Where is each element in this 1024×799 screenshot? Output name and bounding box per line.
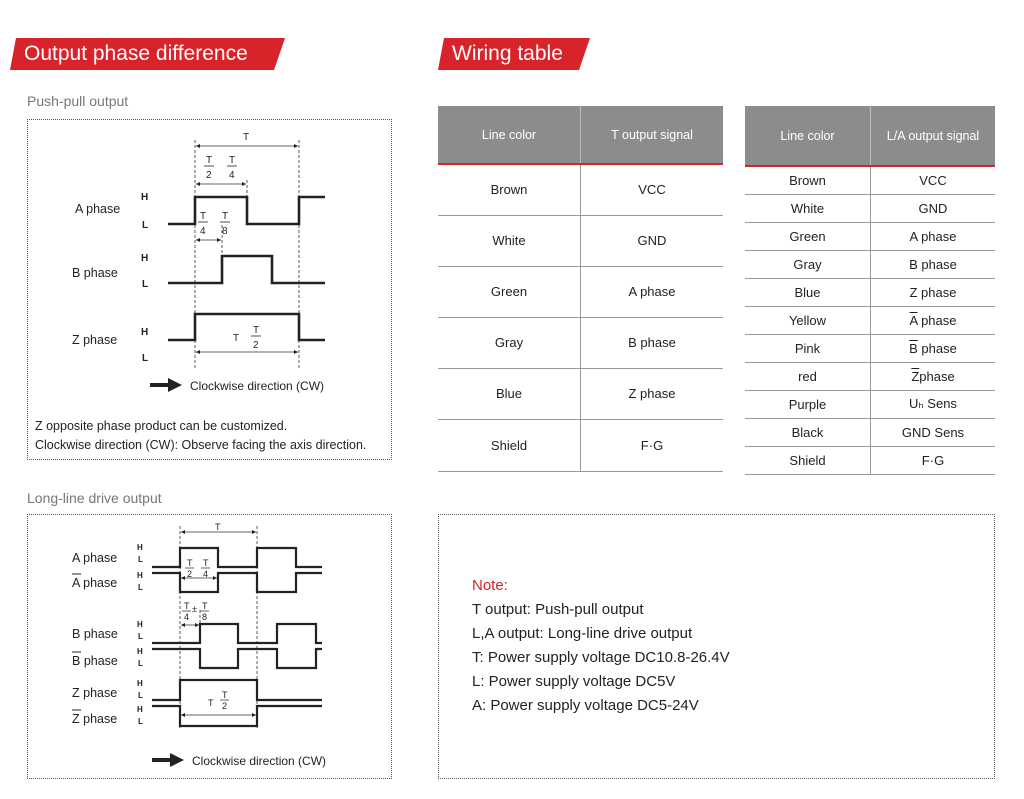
cell: Shield <box>745 446 871 474</box>
shift-b-den: 8 <box>202 612 208 622</box>
cell: Brown <box>745 166 871 194</box>
push-pull-subtitle: Push-pull output <box>27 93 129 109</box>
cell: $\overline{Z}phase$ <box>871 362 996 390</box>
note-line: A: Power supply voltage DC5-24V <box>472 697 699 714</box>
table-row <box>438 215 723 266</box>
z-inverted-waveform <box>152 706 322 726</box>
z-phase-waveform <box>152 680 322 700</box>
note-direction: Clockwise direction (CW): Observe facing the axis direction. <box>35 438 367 452</box>
cell: Blue <box>438 368 581 419</box>
cell: $\overline{A}$ phase <box>871 306 996 334</box>
cell: Black <box>745 418 871 446</box>
cell: Z phase <box>581 368 724 419</box>
a-inverted-label: A phase <box>72 576 118 590</box>
note-line: L: Power supply voltage DC5V <box>472 673 676 690</box>
table-row <box>745 222 995 250</box>
note-box <box>438 514 995 779</box>
z-phase-label: Z phase <box>72 333 118 347</box>
table-row <box>438 266 723 317</box>
cell: VCC <box>581 164 724 215</box>
table-row <box>438 164 723 215</box>
note-line: T output: Push-pull output <box>472 601 644 618</box>
cell: F·G <box>871 446 996 474</box>
banner-title: Wiring table <box>452 42 563 65</box>
z-high-label: H <box>141 327 149 338</box>
note-line: L,A output: Long-line drive output <box>472 625 693 642</box>
shift-a-den: 4 <box>184 612 190 622</box>
t-header-signal: T output signal <box>581 106 724 164</box>
cell: White <box>438 215 581 266</box>
note-line: T: Power supply voltage DC10.8-26.4V <box>472 649 730 666</box>
a-high: H <box>137 543 143 552</box>
cell: Green <box>438 266 581 317</box>
cw-direction-label: Clockwise direction (CW) <box>192 754 327 768</box>
banner-title: Output phase difference <box>24 42 248 65</box>
cell: GND <box>871 194 996 222</box>
shift-eighth-den: 8 <box>222 226 228 237</box>
z-width-pre: T <box>208 698 214 708</box>
b-inverted-label: B phase <box>72 654 118 668</box>
note-customize: Z opposite phase product can be customized. <box>35 419 288 433</box>
table-row <box>745 362 995 390</box>
shift-a-num: T <box>184 601 190 611</box>
ai-low: L <box>138 583 143 592</box>
cell: Blue <box>745 278 871 306</box>
table-row <box>745 446 995 474</box>
zi-high: H <box>137 705 143 714</box>
cell: GND <box>581 215 724 266</box>
shift-sep: ± <box>192 604 197 614</box>
quarter-num: T <box>203 558 209 568</box>
quarter-den: 4 <box>203 569 209 579</box>
b-phase-waveform <box>152 624 322 643</box>
t-header-color: Line color <box>438 106 581 164</box>
table-row <box>745 418 995 446</box>
cell: Uₕ Sens <box>871 390 996 418</box>
cell: Gray <box>438 317 581 368</box>
a-inverted-waveform <box>152 573 322 592</box>
period-label: T <box>215 522 221 532</box>
cell: red <box>745 362 871 390</box>
z-width-den: 2 <box>253 340 259 351</box>
cell: Purple <box>745 390 871 418</box>
cell: White <box>745 194 871 222</box>
table-row <box>745 390 995 418</box>
t-output-table <box>438 106 723 472</box>
cell: GND Sens <box>871 418 996 446</box>
cw-arrow-icon <box>152 753 184 767</box>
table-row <box>438 419 723 471</box>
la-header-color: Line color <box>745 106 871 166</box>
a-high-label: H <box>141 192 149 203</box>
cell: VCC <box>871 166 996 194</box>
z-low: L <box>138 691 143 700</box>
z-width-den: 2 <box>222 701 228 711</box>
table-row <box>745 166 995 194</box>
cell: A phase <box>581 266 724 317</box>
shift-quarter-den: 4 <box>200 226 206 237</box>
table-row <box>745 194 995 222</box>
cell: Gray <box>745 250 871 278</box>
cell: Pink <box>745 334 871 362</box>
b-low: L <box>138 632 143 641</box>
a-phase-label: A phase <box>72 551 118 565</box>
table-row <box>438 317 723 368</box>
cell: Z phase <box>871 278 996 306</box>
z-width-pre: T <box>233 333 240 344</box>
a-low: L <box>138 555 143 564</box>
a-low-label: L <box>142 220 149 231</box>
table-row <box>745 306 995 334</box>
z-width-num: T <box>253 325 260 336</box>
cw-direction-label: Clockwise direction (CW) <box>190 379 325 393</box>
b-low-label: L <box>142 279 149 290</box>
cell: Yellow <box>745 306 871 334</box>
half-den: 2 <box>206 170 212 181</box>
cell: F·G <box>581 419 724 471</box>
shift-eighth-num: T <box>222 211 229 222</box>
z-width-num: T <box>222 690 228 700</box>
b-phase-label: B phase <box>72 627 118 641</box>
table-row <box>745 334 995 362</box>
note-title: Note: <box>472 577 508 594</box>
shift-b-num: T <box>202 601 208 611</box>
a-phase-label: A phase <box>75 202 121 216</box>
cell: Brown <box>438 164 581 215</box>
bi-high: H <box>137 647 143 656</box>
z-high: H <box>137 679 143 688</box>
half-den: 2 <box>187 569 193 579</box>
la-header-signal: L/A output signal <box>871 106 996 166</box>
table-row <box>745 250 995 278</box>
zi-low: L <box>138 717 143 726</box>
z-inverted-label: Z phase <box>72 712 118 726</box>
cell: B phase <box>581 317 724 368</box>
a-phase-waveform <box>152 548 322 567</box>
period-label: T <box>243 132 250 143</box>
table-row <box>745 278 995 306</box>
cell: $\overline{B}$ phase <box>871 334 996 362</box>
cell: Green <box>745 222 871 250</box>
long-line-subtitle: Long-line drive output <box>27 490 162 506</box>
la-output-table <box>745 106 995 475</box>
b-inverted-waveform <box>152 649 322 668</box>
quarter-den: 4 <box>229 170 235 181</box>
half-num: T <box>206 155 213 166</box>
quarter-num: T <box>229 155 236 166</box>
cell: B phase <box>871 250 996 278</box>
half-num: T <box>187 558 193 568</box>
cell: A phase <box>871 222 996 250</box>
bi-low: L <box>138 659 143 668</box>
cell: Shield <box>438 419 581 471</box>
table-row <box>438 368 723 419</box>
z-low-label: L <box>142 353 149 364</box>
b-high-label: H <box>141 253 149 264</box>
z-phase-label: Z phase <box>72 686 118 700</box>
ai-high: H <box>137 571 143 580</box>
b-high: H <box>137 620 143 629</box>
b-phase-label: B phase <box>72 266 118 280</box>
shift-quarter-num: T <box>200 211 207 222</box>
